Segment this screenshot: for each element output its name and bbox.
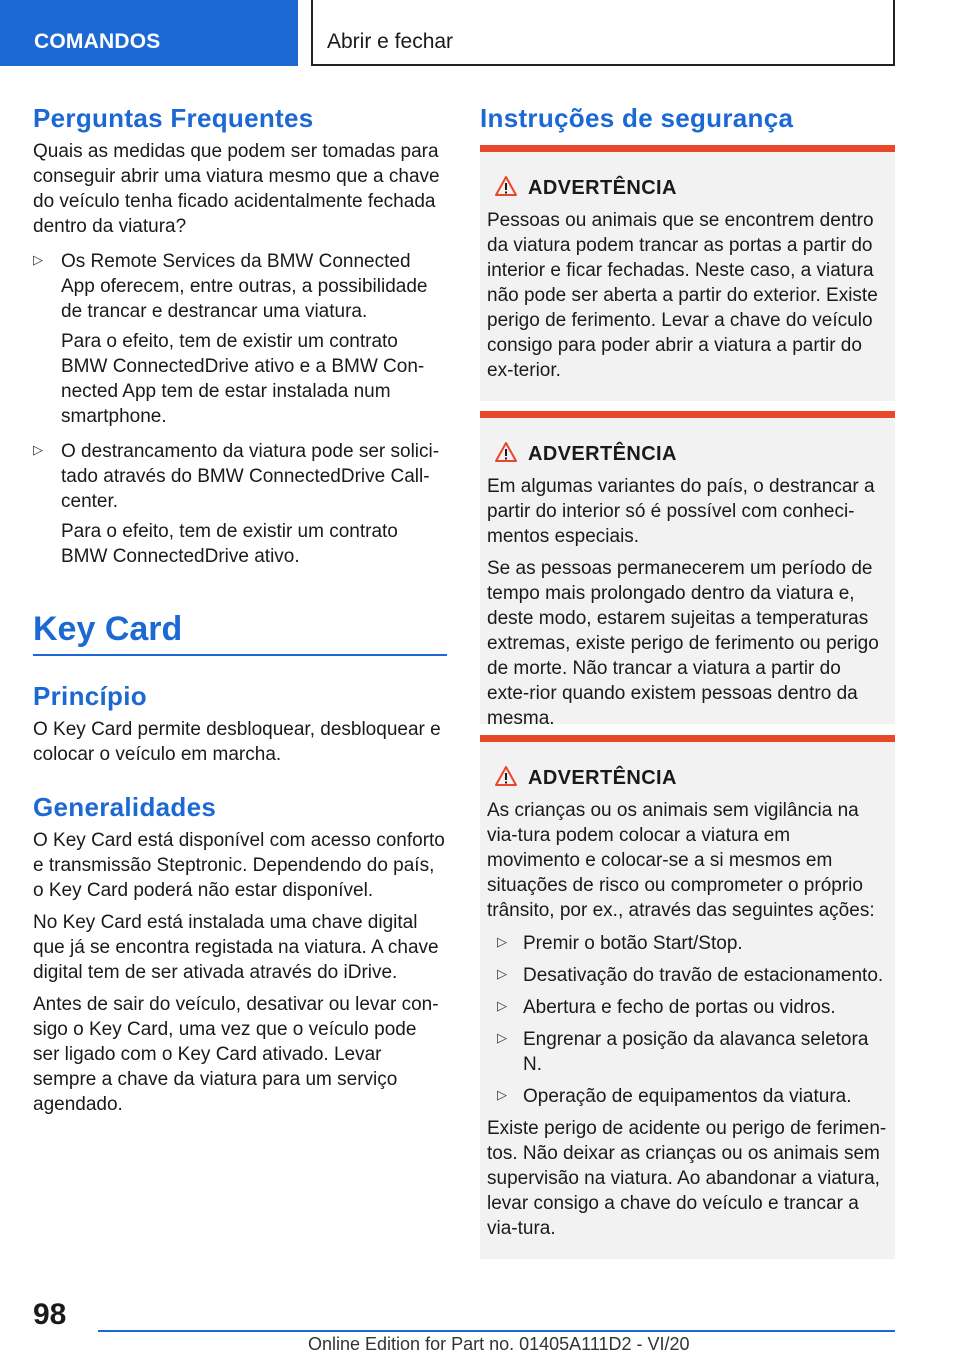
warning-1-text: Pessoas ou animais que se encontrem dentro da viatura podem trancar as portas a partir do interior e ficar fechadas. Neste caso, a viatura não pode ser aberta a partir do exterior. Existe perigo de ferimento. Levar a chave do veículo consigo para poder abrir a viatura a partir do ex-terior. xyxy=(487,210,878,381)
warning-triangle-icon xyxy=(487,175,525,202)
chapter-title: Abrir e fechar xyxy=(327,30,454,53)
principio-text: O Key Card permite desbloquear, desbloquear e colocar o veículo em marcha. xyxy=(33,719,441,765)
keycard-rule xyxy=(33,654,447,656)
warning-triangle-icon xyxy=(487,765,525,792)
bullet-triangle-icon: ▷ xyxy=(33,252,43,267)
warning-label: ADVERTÊNCIA xyxy=(528,442,677,465)
warning-3-outro: Existe perigo de acidente ou perigo de ferimen-tos. Não deixar as crianças ou os animais sem supervisão na viatura. Ao abandonar a viatura, levar consigo a chave do veículo e trancar a via-tura. xyxy=(487,1118,887,1239)
chapter-tab xyxy=(311,0,895,66)
warning-box-3 xyxy=(480,735,895,1259)
warning-header xyxy=(487,764,888,792)
left-column xyxy=(33,100,447,1117)
faq-bullet-2-note: Para o efeito, tem de existir um contrato BMW ConnectedDrive ativo. xyxy=(61,521,398,567)
list-item xyxy=(487,931,888,956)
right-column xyxy=(480,100,895,136)
warning-2-p2: Se as pessoas permanecerem um período de tempo mais prolongado dentro da viatura e, deste modo, estarem sujeitas a temperaturas extremas, existe perigo de ferimento ou perigo de morte. Não trancar a viatura a partir do exte-rior quando existem pessoas dentro da mesma. xyxy=(487,558,879,729)
list-item-text: Engrenar a posição da alavanca seletora N. xyxy=(523,1029,869,1075)
generalidades-p2: No Key Card está instalada uma chave digital que já se encontra registada na viatura. A chave digital tem de ser ativada através do iDrive. xyxy=(33,912,439,983)
bullet-triangle-icon: ▷ xyxy=(497,966,507,981)
faq-bullet-1-text: Os Remote Services da BMW Connected App oferecem, entre outras, a possibilidade de trancar e destrancar uma viatura. xyxy=(61,251,428,322)
warning-label: ADVERTÊNCIA xyxy=(528,176,677,199)
bullet-triangle-icon: ▷ xyxy=(497,1030,507,1045)
keycard-heading: Key Card xyxy=(33,610,183,648)
list-item xyxy=(487,1027,888,1077)
warning-triangle-icon xyxy=(487,441,525,468)
edition-note: Online Edition for Part no. 01405A111D2 - VI/20 xyxy=(308,1334,690,1354)
list-item-text: Operação de equipamentos da viatura. xyxy=(523,1086,852,1107)
generalidades-heading: Generalidades xyxy=(33,792,217,822)
warning-label: ADVERTÊNCIA xyxy=(528,766,677,789)
list-item-text: Desativação do travão de estacionamento. xyxy=(523,965,884,986)
bullet-triangle-icon: ▷ xyxy=(497,998,507,1013)
warning-header xyxy=(487,174,888,202)
list-item-text: Abertura e fecho de portas ou vidros. xyxy=(523,997,836,1018)
faq-bullet-1-note: Para o efeito, tem de existir um contrato BMW ConnectedDrive ativo e a BMW Con-nected App tem de estar instalada num smartphone. xyxy=(61,331,425,427)
principio-heading: Princípio xyxy=(33,681,147,711)
warning-box-1 xyxy=(480,145,895,401)
faq-bullet-1 xyxy=(33,249,447,429)
faq-heading: Perguntas Frequentes xyxy=(33,103,314,133)
warning-3-intro: As crianças ou os animais sem vigilância na via-tura podem colocar a viatura em movimento e colocar-se a si mesmos em situações de risco ou comprometer o próprio trânsito, por ex., através das seguintes ações: xyxy=(487,800,875,921)
footer-rule xyxy=(98,1330,895,1332)
page-number: 98 xyxy=(33,1298,67,1331)
warning-header xyxy=(487,440,888,468)
bullet-triangle-icon: ▷ xyxy=(497,1087,507,1102)
safety-heading: Instruções de segurança xyxy=(480,103,794,133)
list-item-text: Premir o botão Start/Stop. xyxy=(523,933,743,954)
warning-box-2 xyxy=(480,411,895,729)
list-item xyxy=(487,995,888,1020)
generalidades-p3: Antes de sair do veículo, desativar ou levar con-sigo o Key Card, uma vez que o veículo pode ser ligado com o Key Card ativado. Levar sempre a chave da viatura para um serviço agendado. xyxy=(33,994,439,1115)
section-tab xyxy=(0,0,298,66)
warning-2-p1: Em algumas variantes do país, o destrancar a partir do interior só é possível com conheci-mentos especiais. xyxy=(487,476,875,547)
generalidades-p1: O Key Card está disponível com acesso conforto e transmissão Steptronic. Dependendo do país, o Key Card poderá não estar disponível. xyxy=(33,830,445,901)
faq-bullet-2-text: O destrancamento da viatura pode ser solici-tado através do BMW ConnectedDrive Call-center. xyxy=(61,441,440,512)
faq-bullet-2 xyxy=(33,439,447,569)
list-item xyxy=(487,1084,888,1109)
faq-question: Quais as medidas que podem ser tomadas para conseguir abrir uma viatura mesmo que a chave do veículo tenha ficado acidentalmente fechada dentro da viatura? xyxy=(33,141,440,237)
list-item xyxy=(487,963,888,988)
section-title: COMANDOS xyxy=(34,30,161,53)
bullet-triangle-icon: ▷ xyxy=(33,442,43,457)
bullet-triangle-icon: ▷ xyxy=(497,934,507,949)
